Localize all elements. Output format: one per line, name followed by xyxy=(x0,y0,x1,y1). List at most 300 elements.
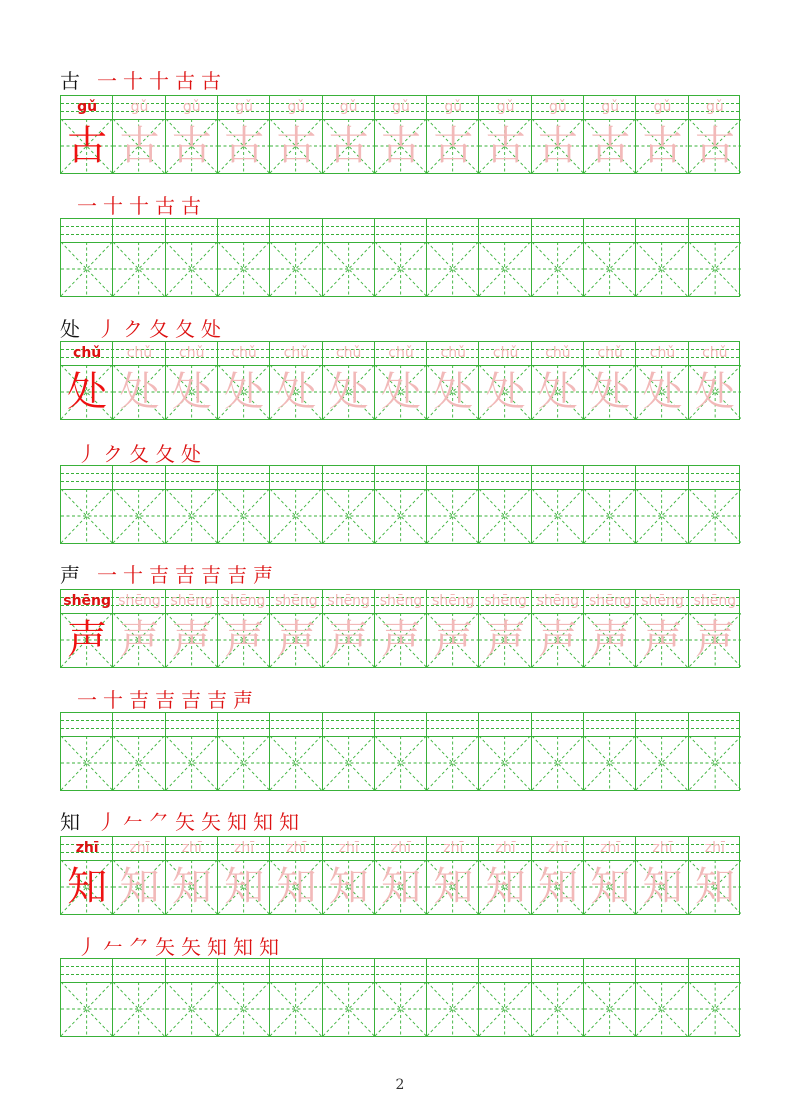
mi-grid-guides xyxy=(166,489,217,543)
mi-grid-guides xyxy=(479,982,530,1036)
stroke-step: 十 xyxy=(123,562,143,587)
stroke-step: 知 xyxy=(279,809,299,834)
pinyin-model: gǔ xyxy=(77,99,98,115)
writing-cell[interactable] xyxy=(375,736,427,790)
writing-cell[interactable] xyxy=(636,489,688,543)
pinyin-cell[interactable] xyxy=(427,959,479,982)
pinyin-cell[interactable] xyxy=(532,713,584,736)
pinyin-trace: chǔ xyxy=(231,345,257,361)
stroke-step: 𠂉 xyxy=(123,809,143,834)
trace-character: 知 xyxy=(171,864,212,910)
pinyin-trace: zhī xyxy=(495,840,516,856)
header-character: 知 xyxy=(60,809,80,834)
mi-grid-guides xyxy=(427,982,478,1036)
pinyin-band xyxy=(61,959,739,982)
pinyin-cell[interactable] xyxy=(218,959,270,982)
stroke-step: ク xyxy=(123,316,143,341)
writing-cell[interactable] xyxy=(218,982,270,1036)
trace-character: 古 xyxy=(433,123,474,169)
pinyin-cell[interactable] xyxy=(532,959,584,982)
mi-grid-guides xyxy=(218,736,269,790)
writing-cell[interactable] xyxy=(479,489,531,543)
pinyin-trace: zhī xyxy=(129,840,150,856)
pinyin-trace: chǔ xyxy=(702,345,728,361)
pinyin-cell[interactable] xyxy=(479,713,531,736)
pinyin-trace: shēng xyxy=(432,593,475,609)
pinyin-trace: shēng xyxy=(641,593,684,609)
mi-grid-guides xyxy=(584,489,635,543)
trace-character: 声 xyxy=(485,617,526,663)
pinyin-trace: chǔ xyxy=(545,345,571,361)
stroke-step: 十 xyxy=(103,193,123,218)
mi-grid-guides xyxy=(166,736,217,790)
mi-grid-guides xyxy=(113,489,164,543)
stroke-order-line xyxy=(74,684,256,712)
writing-cell[interactable] xyxy=(113,242,165,296)
mi-grid-band xyxy=(61,489,739,543)
pinyin-cell[interactable] xyxy=(584,466,636,489)
stroke-step: 知 xyxy=(233,934,253,959)
writing-cell[interactable] xyxy=(113,982,165,1036)
stroke-step: 吉 xyxy=(155,687,175,712)
writing-cell[interactable] xyxy=(166,242,218,296)
pinyin-cell[interactable] xyxy=(636,466,688,489)
pinyin-trace: gǔ xyxy=(287,99,306,115)
writing-cell[interactable] xyxy=(61,982,113,1036)
pinyin-band xyxy=(61,713,739,736)
trace-character: 处 xyxy=(171,369,212,415)
stroke-step: 矢 xyxy=(201,809,221,834)
writing-cell[interactable] xyxy=(375,982,427,1036)
pinyin-trace: zhī xyxy=(390,840,412,856)
trace-character: 声 xyxy=(590,617,631,663)
writing-cell[interactable] xyxy=(479,736,531,790)
trace-character: 声 xyxy=(537,617,578,663)
stroke-step: 吉 xyxy=(207,687,227,712)
pinyin-cell[interactable] xyxy=(270,959,322,982)
pinyin-cell[interactable] xyxy=(218,713,270,736)
mi-grid-guides xyxy=(270,736,321,790)
stroke-order-line xyxy=(74,931,282,959)
stroke-step: 古 xyxy=(201,68,221,93)
pinyin-cell[interactable] xyxy=(584,219,636,242)
writing-cell[interactable] xyxy=(218,736,270,790)
pinyin-trace: zhī xyxy=(181,840,202,856)
writing-cell[interactable] xyxy=(61,489,113,543)
stroke-step: 一 xyxy=(77,193,97,218)
mi-grid-guides xyxy=(113,982,164,1036)
writing-cell[interactable] xyxy=(689,736,741,790)
mi-grid-guides xyxy=(375,489,426,543)
trace-character: 古 xyxy=(328,123,369,169)
mi-grid-guides xyxy=(61,982,112,1036)
writing-cell[interactable] xyxy=(532,736,584,790)
mi-grid-guides xyxy=(270,489,321,543)
pinyin-trace: zhī xyxy=(234,840,255,856)
pinyin-trace: chǔ xyxy=(388,345,414,361)
trace-character: 古 xyxy=(590,123,631,169)
writing-cell[interactable] xyxy=(323,982,375,1036)
pinyin-cell[interactable] xyxy=(689,713,741,736)
pinyin-trace: shēng xyxy=(222,593,266,609)
writing-cell[interactable] xyxy=(375,242,427,296)
model-character: 处 xyxy=(67,369,108,415)
trace-character: 知 xyxy=(590,864,631,910)
trace-character: 知 xyxy=(642,864,683,910)
pinyin-model: chǔ xyxy=(73,345,102,361)
writing-cell[interactable] xyxy=(584,489,636,543)
trace-character: 处 xyxy=(694,369,735,415)
pinyin-cell[interactable] xyxy=(375,466,427,489)
mi-grid-guides xyxy=(113,736,164,790)
pinyin-cell[interactable] xyxy=(218,466,270,489)
mi-grid-guides xyxy=(375,242,426,296)
trace-character: 声 xyxy=(694,617,735,663)
header-character: 古 xyxy=(60,68,80,93)
writing-cell[interactable] xyxy=(689,242,741,296)
mi-grid-guides xyxy=(636,242,687,296)
pinyin-model: zhī xyxy=(75,840,99,856)
writing-cell[interactable] xyxy=(479,982,531,1036)
mi-grid-guides xyxy=(479,736,530,790)
model-character: 声 xyxy=(67,617,108,663)
pinyin-trace: gǔ xyxy=(339,99,358,115)
pinyin-cell[interactable] xyxy=(323,713,375,736)
writing-cell[interactable] xyxy=(584,242,636,296)
stroke-step: 处 xyxy=(181,441,201,466)
stroke-step: 丿 xyxy=(97,809,117,834)
pinyin-trace: zhī xyxy=(704,840,725,856)
stroke-step: 处 xyxy=(201,316,221,341)
mi-grid-guides xyxy=(375,736,426,790)
stroke-step: 夂 xyxy=(129,441,149,466)
writing-cell[interactable] xyxy=(218,489,270,543)
trace-character: 处 xyxy=(642,369,683,415)
writing-cell[interactable] xyxy=(532,489,584,543)
writing-cell[interactable] xyxy=(323,489,375,543)
stroke-step: 十 xyxy=(123,68,143,93)
writing-cell[interactable] xyxy=(636,736,688,790)
stroke-step: 吉 xyxy=(175,562,195,587)
pinyin-cell[interactable] xyxy=(479,466,531,489)
trace-character: 处 xyxy=(537,369,578,415)
mi-grid-band xyxy=(61,982,739,1036)
pinyin-trace: zhī xyxy=(652,840,673,856)
writing-cell[interactable] xyxy=(532,242,584,296)
writing-cell[interactable] xyxy=(323,242,375,296)
pinyin-trace: gǔ xyxy=(444,99,463,115)
stroke-step: 十 xyxy=(149,68,169,93)
trace-character: 声 xyxy=(433,617,474,663)
mi-grid-guides xyxy=(270,242,321,296)
blank-practice-row xyxy=(60,958,740,1037)
stroke-step: 声 xyxy=(233,687,253,712)
pinyin-cell[interactable] xyxy=(479,219,531,242)
writing-cell[interactable] xyxy=(689,982,741,1036)
writing-cell[interactable] xyxy=(427,242,479,296)
trace-character: 处 xyxy=(224,369,265,415)
pinyin-trace: chǔ xyxy=(335,345,362,361)
stroke-step: 矢 xyxy=(181,934,201,959)
pinyin-cell[interactable] xyxy=(61,959,113,982)
model-character: 古 xyxy=(67,123,108,169)
pinyin-cell[interactable] xyxy=(427,466,479,489)
writing-cell[interactable] xyxy=(375,489,427,543)
pinyin-cell[interactable] xyxy=(427,713,479,736)
mi-grid-guides xyxy=(584,982,635,1036)
pinyin-trace: chǔ xyxy=(126,345,153,361)
pinyin-cell[interactable] xyxy=(532,466,584,489)
writing-cell[interactable] xyxy=(166,489,218,543)
pinyin-cell[interactable] xyxy=(584,713,636,736)
writing-cell[interactable] xyxy=(270,242,322,296)
mi-grid-guides xyxy=(479,489,530,543)
pinyin-cell[interactable] xyxy=(636,219,688,242)
pinyin-trace: chǔ xyxy=(649,345,676,361)
stroke-step: 十 xyxy=(129,193,149,218)
pinyin-trace: zhī xyxy=(338,840,359,856)
writing-cell[interactable] xyxy=(427,982,479,1036)
trace-character: 古 xyxy=(642,123,683,169)
stroke-order-line xyxy=(74,190,204,218)
mi-grid-band xyxy=(61,242,739,296)
mi-grid-guides xyxy=(427,242,478,296)
writing-cell[interactable] xyxy=(61,736,113,790)
pinyin-cell[interactable] xyxy=(113,466,165,489)
pinyin-trace: gǔ xyxy=(653,99,672,115)
pinyin-cell[interactable] xyxy=(270,713,322,736)
stroke-step: 吉 xyxy=(181,687,201,712)
writing-cell[interactable] xyxy=(113,736,165,790)
trace-character: 处 xyxy=(433,369,474,415)
stroke-step: ク xyxy=(103,441,123,466)
writing-cell[interactable] xyxy=(113,489,165,543)
mi-grid-guides xyxy=(689,982,741,1036)
page-number: 2 xyxy=(395,1077,405,1093)
writing-cell[interactable] xyxy=(166,736,218,790)
pinyin-trace: chǔ xyxy=(179,345,205,361)
stroke-step: 吉 xyxy=(201,562,221,587)
stroke-step: 一 xyxy=(97,562,117,587)
pinyin-cell[interactable] xyxy=(218,219,270,242)
mi-grid-guides xyxy=(689,489,741,543)
tracing-row xyxy=(60,589,740,668)
pinyin-trace: zhī xyxy=(443,840,464,856)
mi-grid-guides xyxy=(218,489,269,543)
stroke-step: 一 xyxy=(77,687,97,712)
stroke-step: 知 xyxy=(259,934,279,959)
mi-grid-guides xyxy=(427,489,478,543)
stroke-step: 夂 xyxy=(175,316,195,341)
pinyin-band xyxy=(61,219,739,242)
pinyin-cell[interactable] xyxy=(166,713,218,736)
mi-grid-guides xyxy=(689,736,741,790)
writing-cell[interactable] xyxy=(61,242,113,296)
pinyin-trace: shēng xyxy=(327,593,370,609)
stroke-step: 丿 xyxy=(97,316,117,341)
trace-character: 声 xyxy=(380,617,421,663)
writing-cell[interactable] xyxy=(270,982,322,1036)
pinyin-cell[interactable] xyxy=(61,219,113,242)
trace-character: 处 xyxy=(590,369,631,415)
stroke-step: 声 xyxy=(253,562,273,587)
pinyin-cell[interactable] xyxy=(61,713,113,736)
pinyin-trace: zhī xyxy=(286,840,307,856)
mi-grid-guides xyxy=(532,982,583,1036)
pinyin-cell[interactable] xyxy=(113,713,165,736)
mi-grid-guides xyxy=(584,242,635,296)
stroke-step: 知 xyxy=(207,934,227,959)
pinyin-cell[interactable] xyxy=(427,219,479,242)
trace-character: 古 xyxy=(276,123,317,169)
pinyin-trace: shēng xyxy=(379,593,423,609)
writing-cell[interactable] xyxy=(689,489,741,543)
pinyin-cell[interactable] xyxy=(636,959,688,982)
pinyin-band xyxy=(61,466,739,489)
mi-grid-guides xyxy=(166,242,217,296)
pinyin-cell[interactable] xyxy=(323,466,375,489)
trace-character: 声 xyxy=(642,617,683,663)
mi-grid-guides xyxy=(61,489,112,543)
writing-cell[interactable] xyxy=(427,489,479,543)
mi-grid-guides xyxy=(323,489,374,543)
pinyin-trace: shēng xyxy=(275,593,318,609)
mi-grid-guides xyxy=(636,982,687,1036)
stroke-step: 吉 xyxy=(227,562,247,587)
mi-grid-guides xyxy=(375,982,426,1036)
pinyin-cell[interactable] xyxy=(323,219,375,242)
header-character: 声 xyxy=(60,562,80,587)
writing-cell[interactable] xyxy=(584,982,636,1036)
trace-character: 声 xyxy=(328,617,369,663)
writing-cell[interactable] xyxy=(166,982,218,1036)
pinyin-cell[interactable] xyxy=(270,466,322,489)
writing-cell[interactable] xyxy=(636,242,688,296)
mi-grid-guides xyxy=(479,242,530,296)
mi-grid-band xyxy=(61,736,739,790)
pinyin-cell[interactable] xyxy=(166,219,218,242)
writing-cell[interactable] xyxy=(270,736,322,790)
tracing-row xyxy=(60,836,740,915)
trace-character: 处 xyxy=(380,369,421,415)
stroke-step: 古 xyxy=(181,193,201,218)
mi-grid-guides xyxy=(218,242,269,296)
pinyin-trace: chǔ xyxy=(440,345,467,361)
mi-grid-guides xyxy=(636,736,687,790)
pinyin-cell[interactable] xyxy=(375,713,427,736)
pinyin-trace: chǔ xyxy=(283,345,310,361)
trace-character: 声 xyxy=(276,617,317,663)
trace-character: 声 xyxy=(119,617,160,663)
character-header xyxy=(60,65,224,93)
blank-practice-row xyxy=(60,712,740,791)
mi-grid-guides xyxy=(636,489,687,543)
writing-cell[interactable] xyxy=(270,489,322,543)
pinyin-trace: shēng xyxy=(588,593,632,609)
trace-character: 知 xyxy=(276,864,317,910)
trace-character: 声 xyxy=(224,617,265,663)
pinyin-trace: shēng xyxy=(484,593,527,609)
pinyin-cell[interactable] xyxy=(636,713,688,736)
pinyin-cell[interactable] xyxy=(689,466,741,489)
stroke-step: ⺈ xyxy=(149,809,169,834)
pinyin-cell[interactable] xyxy=(270,219,322,242)
pinyin-trace: shēng xyxy=(693,593,737,609)
pinyin-cell[interactable] xyxy=(584,959,636,982)
mi-grid-guides xyxy=(61,242,112,296)
pinyin-trace: shēng xyxy=(536,593,580,609)
pinyin-cell[interactable] xyxy=(689,219,741,242)
stroke-step: 夂 xyxy=(149,316,169,341)
trace-character: 古 xyxy=(694,123,735,169)
mi-grid-guides xyxy=(532,242,583,296)
writing-cell[interactable] xyxy=(323,736,375,790)
writing-cell[interactable] xyxy=(218,242,270,296)
trace-character: 古 xyxy=(485,123,526,169)
pinyin-trace: zhī xyxy=(547,840,568,856)
blank-practice-row xyxy=(60,218,740,297)
stroke-step: 丿 xyxy=(77,441,97,466)
pinyin-cell[interactable] xyxy=(166,466,218,489)
pinyin-cell[interactable] xyxy=(689,959,741,982)
stroke-step: 古 xyxy=(175,68,195,93)
trace-character: 古 xyxy=(119,123,160,169)
trace-character: 古 xyxy=(224,123,265,169)
pinyin-trace: shēng xyxy=(170,593,214,609)
pinyin-cell[interactable] xyxy=(323,959,375,982)
stroke-step: 矢 xyxy=(175,809,195,834)
mi-grid-guides xyxy=(689,242,741,296)
pinyin-cell[interactable] xyxy=(61,466,113,489)
trace-character: 声 xyxy=(171,617,212,663)
stroke-step: 丿 xyxy=(77,934,97,959)
pinyin-cell[interactable] xyxy=(479,959,531,982)
pinyin-cell[interactable] xyxy=(375,219,427,242)
pinyin-cell[interactable] xyxy=(113,219,165,242)
trace-character: 知 xyxy=(433,864,474,910)
trace-character: 知 xyxy=(485,864,526,910)
writing-cell[interactable] xyxy=(427,736,479,790)
writing-cell[interactable] xyxy=(532,982,584,1036)
writing-cell[interactable] xyxy=(479,242,531,296)
stroke-step: 知 xyxy=(253,809,273,834)
pinyin-cell[interactable] xyxy=(532,219,584,242)
stroke-step: 一 xyxy=(97,68,117,93)
pinyin-model: shēng xyxy=(63,593,112,609)
stroke-step: 知 xyxy=(227,809,247,834)
mi-grid-guides xyxy=(323,982,374,1036)
stroke-step: 古 xyxy=(155,193,175,218)
mi-grid-guides xyxy=(323,736,374,790)
trace-character: 处 xyxy=(328,369,369,415)
stroke-step: 吉 xyxy=(129,687,149,712)
mi-grid-guides xyxy=(270,982,321,1036)
pinyin-cell[interactable] xyxy=(375,959,427,982)
writing-cell[interactable] xyxy=(584,736,636,790)
pinyin-cell[interactable] xyxy=(166,959,218,982)
blank-practice-row xyxy=(60,465,740,544)
pinyin-trace: gǔ xyxy=(601,99,620,115)
pinyin-cell[interactable] xyxy=(113,959,165,982)
pinyin-trace: zhī xyxy=(600,840,621,856)
writing-cell[interactable] xyxy=(636,982,688,1036)
mi-grid-guides xyxy=(166,982,217,1036)
trace-character: 知 xyxy=(537,864,578,910)
pinyin-trace: chǔ xyxy=(597,345,623,361)
mi-grid-guides xyxy=(532,489,583,543)
stroke-step: 矢 xyxy=(155,934,175,959)
pinyin-trace: gǔ xyxy=(549,99,567,115)
